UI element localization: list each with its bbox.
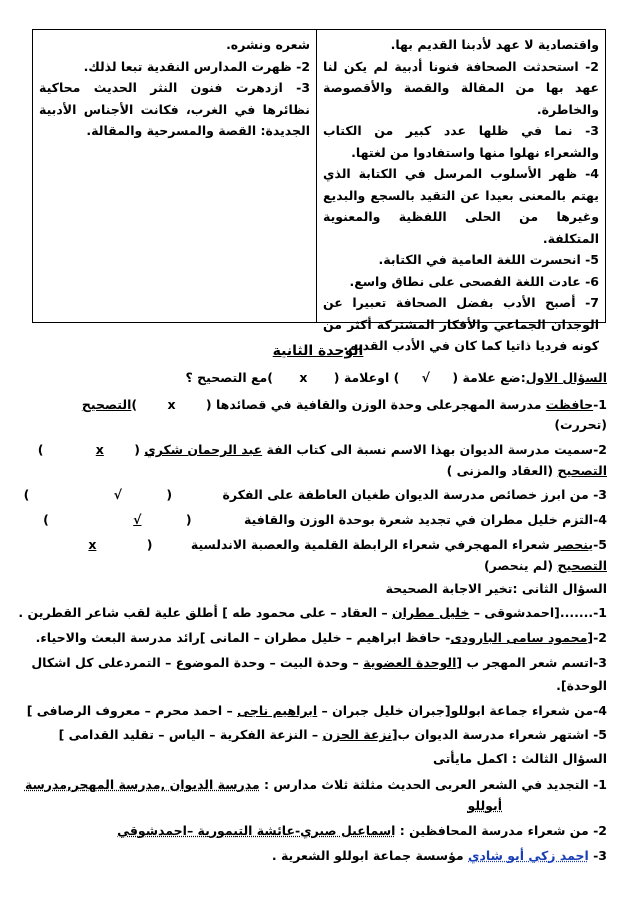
item-number: 2- — [594, 442, 608, 457]
underlined-word: عبد الرحمان شكري — [145, 442, 264, 457]
item-number: 3- — [594, 487, 608, 502]
item-number: 4- — [594, 512, 608, 527]
answer-underlined: الوحدة العضوية — [364, 655, 458, 670]
item-text: – النزعة الفكرية – الياس – تقليد القدامى ] — [59, 727, 324, 742]
item-text: من ابرز خصائص مدرسة الديوان طغيان العاطفة على الفكرة — [223, 487, 595, 502]
answer-underlined: محمود سامى البارودى — [451, 630, 589, 645]
q3-item-1-cont — [469, 798, 608, 813]
paren: ) — [38, 442, 45, 457]
right-col-line: 5- انحسرت اللغة العامية في الكتابة. — [379, 252, 600, 267]
q1-item-1-fix: (تحررت) — [555, 417, 608, 432]
q1-heading: السؤال الاول — [526, 370, 608, 385]
unit-title: الوحدة الثانية — [273, 343, 365, 359]
q1-item-3 — [25, 487, 608, 502]
answer-underlined: ابراهيم ناجى — [238, 703, 319, 718]
q3-item-1 — [26, 777, 608, 792]
item-text: 1-.......[احمدشوقى – — [470, 605, 608, 620]
q1-heading-line — [187, 370, 609, 385]
q1-item-5-fix — [485, 558, 608, 573]
q2-heading: السؤال الثانى :تخير الاجابة الصحيحة — [386, 581, 608, 596]
answer-dotted: أبوللو — [468, 798, 503, 813]
right-col-line: واقتصادية لا عهد لأدبنا القديم بها. — [391, 37, 600, 52]
paren: ) — [132, 397, 139, 412]
answer-blue: احمد زكي أبو شادي — [469, 848, 590, 863]
q1-instruction-2: ) اوعلامة ( — [334, 370, 401, 385]
q1-item-2 — [39, 442, 608, 457]
item-text: – العقاد – على محمود طه ] أطلق علية لقب شاعر القطرين . — [19, 605, 393, 620]
answer-mark: √ — [114, 487, 123, 502]
item-text: 5- اشتهر شعراء مدرسة الديوان ب[ — [392, 727, 608, 742]
q1-item-2-fix — [448, 463, 608, 478]
right-col-line: 6- عادت اللغة الفصحى على نطاق واسع. — [350, 273, 600, 289]
q1-instruction-3: )مع التصحيح ؟ — [186, 370, 274, 385]
item-text: 1- التجديد في الشعر العربى الحديث مثلثة ثلاث مدارس : — [260, 777, 608, 792]
right-col-line: 3- نما في ظلها عدد كبير من الكتاب والشعراء نهلوا منها واستفادوا من لغتها. — [324, 123, 600, 160]
item-text: شعراء المهجرفي شعراء الرابطة القلمية والعصبة الاندلسية — [191, 537, 556, 552]
q2-item-1 — [19, 605, 608, 620]
left-col-line: 2- ظهرت المدارس النقدية تبعا لذلك. — [84, 58, 312, 74]
table-right-column — [317, 30, 606, 353]
item-number: 1- — [594, 397, 608, 412]
paren: ( — [147, 537, 154, 552]
item-text: – احمد محرم – معروف الرصافى ] — [27, 703, 239, 718]
underlined-word: حافظت — [546, 397, 595, 412]
q2-item-5 — [60, 727, 608, 742]
right-col-line: 7- أصبح الأدب بفضل الصحافة تعبيرا عن الوجدان الجماعي والأفكار المشتركة أكثر من كونه فرديا ذاتيا كما كان في الأدب القديم. — [324, 295, 600, 353]
q1-instruction: :ضع علامة ( — [453, 370, 527, 385]
correction-label: التصحيح — [82, 397, 133, 412]
q2-item-4 — [28, 703, 608, 718]
item-text: 3-اتسم شعر المهجر ب [ — [457, 655, 608, 670]
q3-heading: السؤال الثالث : اكمل مايأتى — [433, 751, 608, 766]
answer-dotted: اسماعيل صبري-عائشة التيمورية –احمدشوقي — [118, 823, 397, 838]
paren: ( — [167, 487, 174, 502]
item-text: – وحدة البيت – وحدة الموضوع – التمردعلى كل اشكال — [32, 655, 365, 670]
check-mark-sample: √ — [422, 370, 432, 385]
answer-underlined: نزعة الحزن — [323, 727, 393, 742]
cross-mark-sample: x — [300, 370, 309, 385]
left-col-line: شعره ونشره. — [227, 37, 312, 52]
q3-item-3 — [273, 848, 608, 863]
left-col-line: 3- ازدهرت فنون النثر الحديث محاكية نظائرها في الغرب، فكانت الأجناس الأدبية الجديدة: القصة والمسرحية والمقالة. — [40, 80, 312, 138]
answer-dotted: مدرسة الديوان ,مدرسة المهجر,مدرسة — [25, 777, 261, 792]
answer-underlined: خليل مطران — [392, 605, 471, 620]
q1-item-4 — [44, 512, 608, 527]
item-text: 2-[ — [588, 630, 608, 645]
item-text: التزم خليل مطران في تجديد شعرة بوحدة الوزن والقافية — [244, 512, 595, 527]
item-text: سميت مدرسة الديوان بهذا الاسم نسبة الى كتاب الفة — [263, 442, 595, 457]
answer-mark: x — [96, 442, 105, 457]
q2-item-3-cont: الوحدة]. — [557, 678, 608, 693]
item-text: - حافظ ابراهيم – خليل مطران – المانى ]رائد مدرسة البعث والاحياء. — [36, 630, 452, 645]
correction-text: (العقاد والمزنى ) — [447, 463, 559, 478]
correction-label: التصحيح — [558, 463, 608, 478]
answer-mark: √ — [134, 512, 143, 527]
right-col-line: 4- ظهر الأسلوب المرسل في الكتابة الذي يهتم بالمعنى بعيدا عن التقيد بالسجع والبديع وغيرها من الحلى اللفظية والمعنوية المتكلفة. — [324, 166, 600, 246]
paren: ( — [186, 512, 193, 527]
item-text: 3- — [589, 848, 608, 863]
answer-mark: x — [168, 397, 177, 412]
q2-item-2 — [37, 630, 608, 645]
table-left-column — [34, 30, 317, 322]
paren: ) — [24, 487, 31, 502]
underlined-word: ينحصر — [555, 537, 595, 552]
item-text: 2- من شعراء مدرسة المحافظين : — [396, 823, 608, 838]
q2-item-3 — [32, 655, 608, 670]
paren: ( — [135, 442, 146, 457]
item-text: مدرسة المهجرعلى وحدة الوزن والقافية في قصائدها ( — [206, 397, 547, 412]
q1-item-1 — [83, 397, 608, 412]
q1-item-5 — [0, 537, 608, 552]
item-text: مؤسسة جماعة ابوللو الشعرية . — [272, 848, 470, 863]
q3-item-2 — [118, 823, 608, 838]
answer-mark: x — [89, 537, 98, 552]
item-text: 4-من شعراء جماعة ابوللو[جبران خليل جبران – — [318, 703, 608, 718]
correction-text: (لم ينحصر) — [484, 558, 559, 573]
paren: ) — [44, 512, 50, 527]
right-col-line: 2- استحدثت الصحافة فنونا أدبية لم يكن لنا عهد بها من المقالة والقصة والأقصوصة والخاطرة. — [324, 58, 600, 117]
correction-label: التصحيح — [558, 558, 608, 573]
item-number: 5- — [594, 537, 608, 552]
